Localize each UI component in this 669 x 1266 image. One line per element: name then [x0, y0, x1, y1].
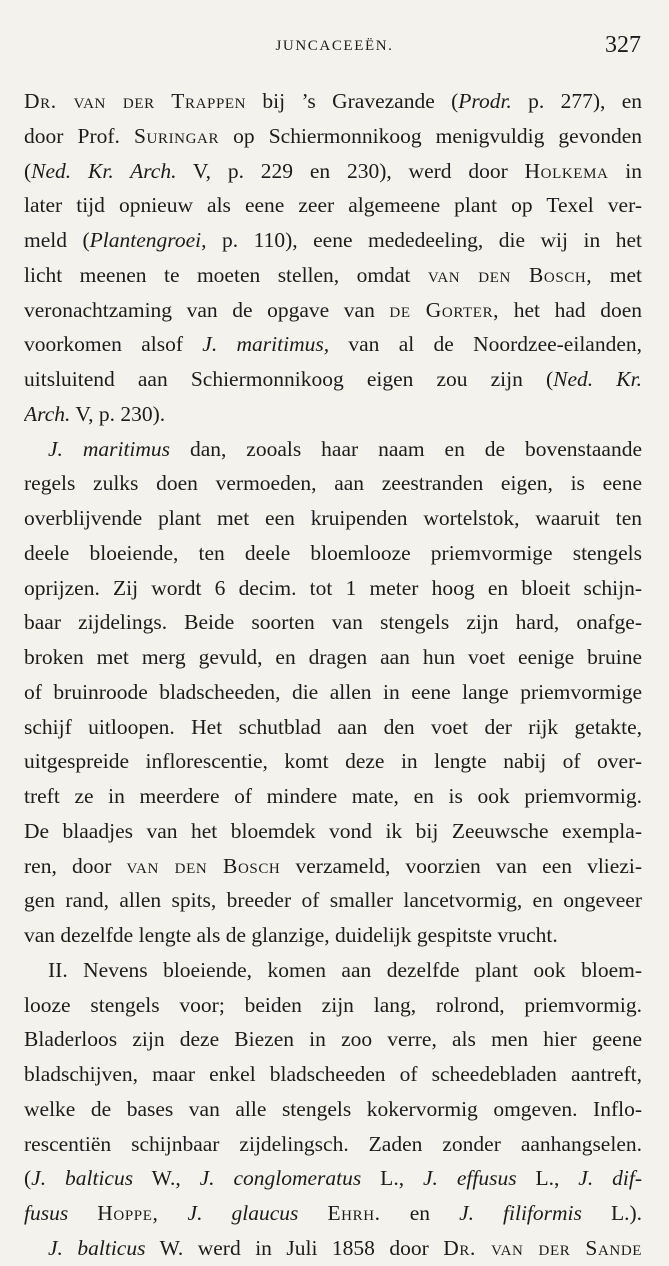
text-segment: II. Nevens bloeiende, komen aan dezelfde plant ook bloem-	[48, 957, 642, 982]
running-head	[0, 30, 669, 60]
text-segment: p. 277), en	[511, 89, 642, 113]
text-line	[24, 293, 642, 328]
text-line	[24, 675, 642, 710]
text-segment: L.,	[516, 1166, 579, 1191]
text-segment: of bruinroode bladscheeden, die allen in eene lange priemvormige	[24, 679, 642, 704]
text-segment: L.,	[361, 1166, 423, 1191]
text-line	[24, 188, 642, 223]
text-segment: uitsluitend aan Schiermonnikoog eigen zou zijn (	[24, 367, 554, 391]
italic-text: J. dif-	[578, 1166, 642, 1191]
text-segment: door Prof.	[24, 123, 134, 148]
text-line	[24, 1161, 642, 1196]
small-caps-name: Dr. van der Sande	[443, 1235, 642, 1260]
text-segment: oprijzen. Zij wordt 6 decim. tot 1 meter hoog en bloeit schijn-	[24, 575, 642, 600]
text-line	[24, 571, 642, 606]
small-caps-name: van den Bosch	[126, 853, 281, 878]
text-segment	[158, 1201, 187, 1225]
text-segment: verzameld, voorzien van een vliezi-	[280, 853, 642, 878]
italic-text: Ned. Kr. Arch.	[31, 158, 177, 183]
text-line	[24, 849, 642, 884]
text-segment: en	[380, 1201, 460, 1225]
text-segment: W. werd in Juli 1858 door	[145, 1235, 444, 1260]
text-line	[24, 988, 642, 1023]
text-segment: bij ’s Gravezande (	[246, 89, 459, 113]
italic-text: Prodr.	[458, 89, 512, 113]
text-segment: Bladerloos zijn deze Biezen in zoo verre, als men hier geene	[24, 1027, 642, 1052]
text-segment: met	[592, 262, 642, 287]
text-line	[24, 918, 642, 953]
text-line	[24, 154, 642, 189]
text-segment: (	[24, 158, 32, 183]
text-segment: ren, door	[24, 853, 127, 878]
text-segment: meld (	[24, 228, 90, 252]
italic-text: Arch.	[24, 401, 71, 426]
text-segment	[298, 1201, 327, 1225]
italic-text: J. effusus	[423, 1166, 517, 1191]
italic-text: Ned. Kr.	[553, 367, 642, 391]
text-line	[24, 501, 642, 536]
text-segment	[68, 1201, 97, 1225]
text-line	[24, 362, 642, 397]
text-line	[24, 466, 642, 501]
text-line	[24, 1022, 642, 1057]
text-line	[24, 1057, 642, 1092]
text-line	[24, 744, 642, 779]
text-line	[24, 883, 642, 918]
small-caps-name: Suringar	[133, 123, 220, 148]
small-caps-name: Dr. van der Trappen	[24, 89, 247, 113]
text-line	[24, 1196, 642, 1231]
page-number: 327	[605, 32, 641, 58]
text-line	[24, 223, 642, 258]
italic-text: J. balticus	[31, 1166, 134, 1191]
text-segment: gen rand, allen spits, breeder of smaller lancetvormig, en ongeveer	[24, 888, 642, 913]
text-line	[24, 84, 642, 119]
text-line	[24, 397, 642, 432]
running-title: JUNCACEEËN.	[275, 38, 394, 54]
text-segment: baar zijdelings. Beide soorten van stengels zijn hard, onafge-	[24, 610, 642, 635]
small-caps-name: van den Bosch,	[427, 262, 593, 287]
italic-text: Plantengroei,	[89, 228, 207, 252]
text-segment: licht meenen te moeten stellen, omdat	[24, 262, 428, 287]
small-caps-name: Ehrh.	[327, 1201, 381, 1225]
text-segment: dan, zooals haar naam en de bovenstaande	[170, 436, 642, 461]
text-line	[24, 258, 642, 293]
italic-text: J. glaucus	[187, 1201, 299, 1225]
small-caps-name: Hoppe,	[97, 1201, 159, 1225]
text-line	[24, 710, 642, 745]
text-segment: V, p. 229 en 230), werd door	[176, 158, 525, 183]
text-segment: (	[24, 1166, 32, 1191]
text-segment: broken met merg gevuld, en dragen aan hun voet eenige bruine	[24, 645, 642, 669]
text-segment: W.,	[133, 1166, 200, 1191]
small-caps-name: de Gorter,	[389, 297, 500, 322]
text-line	[24, 953, 642, 988]
text-segment: voorkomen alsof	[24, 332, 203, 357]
text-segment: L.).	[581, 1201, 642, 1225]
text-line	[24, 605, 642, 640]
text-segment: op Schiermonnikoog menigvuldig gevonden	[219, 123, 642, 148]
text-segment: treft ze in meerdere of mindere mate, en is ook priemvormig.	[24, 784, 642, 808]
text-line	[24, 779, 642, 814]
text-segment: V, p. 230).	[70, 401, 166, 426]
italic-text: J. conglomeratus	[199, 1166, 362, 1191]
text-segment: rescentiën schijnbaar zijdelingsch. Zaden zonder aanhangselen.	[24, 1131, 642, 1156]
text-line	[24, 640, 642, 675]
text-segment: bladschijven, maar enkel bladscheeden of scheedebladen aantreft,	[24, 1062, 642, 1086]
text-line	[24, 814, 642, 849]
text-segment: deele bloeiende, ten deele bloemlooze priemvormige stengels	[24, 540, 642, 565]
text-line	[24, 327, 642, 362]
text-segment: overblijvende plant met een kruipenden wortelstok, waaruit ten	[24, 506, 642, 530]
text-segment: uitgespreide inflorescentie, komt deze in lengte nabij of over-	[24, 749, 642, 774]
text-segment: looze stengels voor; beiden zijn lang, rolrond, priemvormig.	[24, 992, 642, 1017]
text-line	[24, 432, 642, 467]
text-line	[24, 536, 642, 571]
italic-text: J. maritimus,	[202, 332, 330, 357]
text-line	[24, 1231, 642, 1266]
text-segment: regels zulks doen vermoeden, aan zeestranden eigen, is eene	[24, 471, 642, 496]
text-segment: De blaadjes van het bloemdek vond ik bij Zeeuwsche exempla-	[24, 818, 642, 843]
text-segment: van al de Noordzee-eilanden,	[329, 332, 642, 357]
italic-text: fusus	[24, 1201, 69, 1225]
text-segment: van dezelfde lengte als de glanzige, duidelijk gespitste vrucht.	[24, 923, 558, 947]
text-segment: later tijd opnieuw als eene zeer algemeene plant op Texel ver-	[24, 193, 642, 218]
body-text	[24, 84, 642, 1266]
text-segment: veronachtzaming van de opgave van	[24, 297, 390, 322]
small-caps-name: Holkema	[524, 158, 609, 183]
text-segment: het had doen	[499, 297, 642, 322]
text-line	[24, 119, 642, 154]
text-segment: p. 110), eene mededeeling, die wij in het	[206, 228, 642, 252]
italic-text: J. maritimus	[48, 436, 171, 461]
text-segment: schijf uitloopen. Het schutblad aan den voet der rijk getakte,	[24, 714, 642, 739]
text-line	[24, 1127, 642, 1162]
text-line	[24, 1092, 642, 1127]
text-segment: welke de bases van alle stengels kokervormig omgeven. Inflo-	[24, 1096, 642, 1121]
italic-text: J. filiformis	[459, 1201, 582, 1225]
italic-text: J. balticus	[48, 1235, 146, 1260]
text-segment: in	[608, 158, 642, 183]
